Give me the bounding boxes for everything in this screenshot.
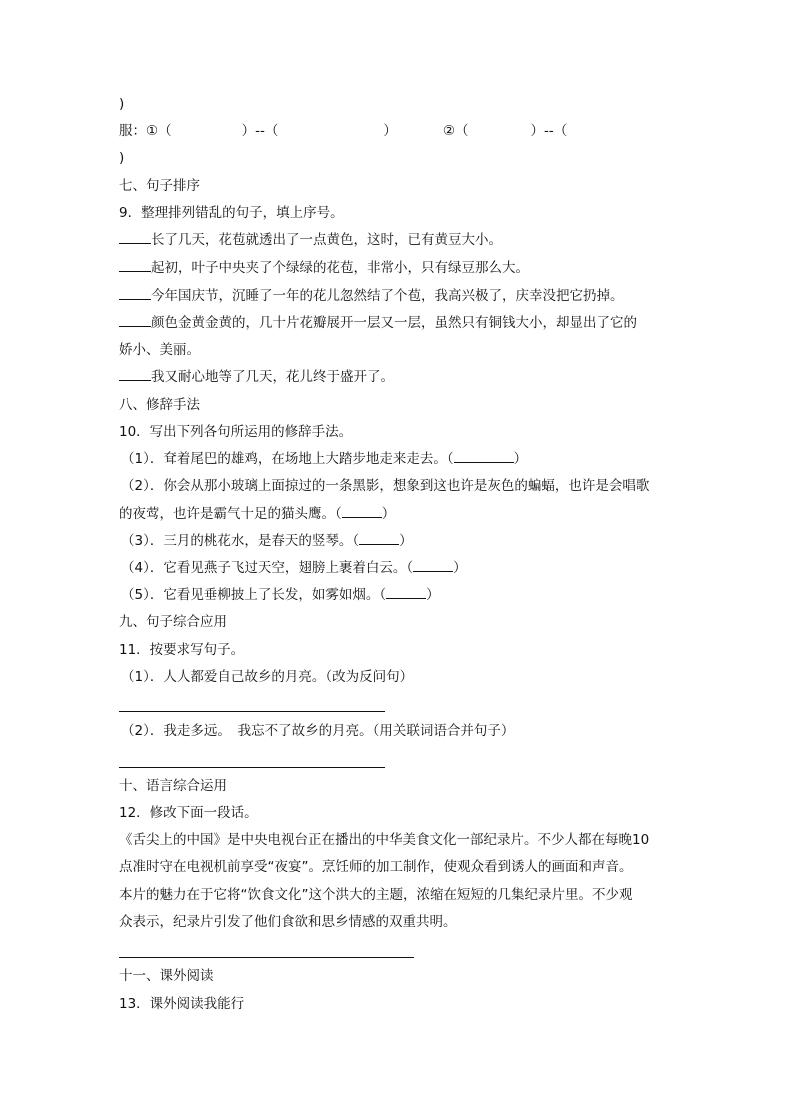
sort-sentence-text: 我又耐心地等了几天，花儿终于盛开了。	[151, 369, 394, 385]
rhetoric-item-2-cont	[119, 504, 395, 524]
question-13: 13．课外阅读我能行	[119, 996, 245, 1012]
close-paren: ）	[453, 560, 467, 576]
rhetoric-item-4	[121, 558, 467, 578]
section8-heading: 八、修辞手法	[119, 397, 200, 413]
answer-blank[interactable]	[359, 532, 399, 545]
fu-line	[119, 121, 567, 141]
sort-sentence-text: 颜色金黄金黄的，几十片花瓣展开一层又一层，虽然只有铜钱大小，却显出了它的	[151, 315, 637, 331]
sort-sentence-5	[119, 367, 394, 387]
answer-blank[interactable]	[119, 259, 151, 272]
answer-line[interactable]	[119, 767, 385, 768]
rhetoric-text: （4）．它看见燕子飞过天空，翅膀上裹着白云。（	[121, 560, 414, 576]
passage-line-1: 《舌尖上的中国》是中央电视台正在播出的中华美食文化一部纪录片。不少人都在每晚10	[119, 832, 650, 848]
rhetoric-text: （5）．它看见垂柳披上了长发，如雾如烟。（	[121, 587, 387, 603]
close-paren: ）	[426, 587, 440, 603]
sort-sentence-text: 起初，叶子中央夹了个绿绿的花苞，非常小，只有绿豆那么大。	[151, 260, 529, 276]
question-10: 10．写出下列各句所运用的修辞手法。	[119, 424, 353, 440]
fu-item1-close: ）	[383, 123, 397, 139]
answer-blank[interactable]	[342, 505, 382, 518]
sort-sentence-4	[119, 313, 637, 333]
sort-sentence-1	[119, 230, 502, 250]
fu-item1-open: ①（	[146, 123, 172, 139]
answer-blank[interactable]	[119, 287, 151, 300]
sort-sentence-4-cont: 娇小、美丽。	[119, 342, 200, 358]
sort-sentence-3	[119, 286, 624, 306]
passage-line-4: 众表示，纪录片引发了他们食欲和思乡情感的双重共明。	[119, 914, 457, 930]
fu-item2-open: ②（	[442, 123, 469, 139]
sentence-item-1: （1）．人人都爱自己故乡的月亮。（改为反问句）	[121, 669, 414, 685]
paren-close-line-2: )	[119, 150, 125, 166]
answer-blank[interactable]	[119, 314, 151, 327]
rhetoric-item-1	[121, 449, 527, 469]
rhetoric-text: （3）．三月的桃花水，是春天的竖琴。（	[121, 533, 360, 549]
question-11: 11．按要求写句子。	[119, 642, 245, 658]
passage-line-2: 点准时守在电视机前享受“夜宴”。烹饪师的加工制作，使观众看到诱人的画面和声音。	[119, 859, 633, 875]
close-paren: ）	[399, 533, 413, 549]
close-paren: ）	[513, 451, 528, 467]
section10-heading: 十、语言综合运用	[119, 778, 227, 794]
rhetoric-item-2: （2）．你会从那小玻璃上面掠过的一条黑影，想象到这也许是灰色的蝙蝠，也许是会唱歌	[121, 478, 650, 494]
fu-item1-mid: ）--（	[241, 123, 279, 139]
answer-blank[interactable]	[119, 231, 151, 244]
section7-heading: 七、句子排序	[119, 178, 200, 194]
sort-sentence-text: 今年国庆节，沉睡了一年的花儿忽然结了个苞，我高兴极了，庆幸没把它扔掉。	[151, 288, 624, 304]
fu-item2-mid: ）--（	[530, 123, 568, 139]
close-paren: ）	[381, 506, 396, 522]
answer-line[interactable]	[119, 957, 414, 958]
rhetoric-item-3	[121, 531, 413, 551]
question-9: 9．整理排列错乱的句子，填上序号。	[119, 205, 344, 221]
answer-blank[interactable]	[454, 450, 514, 463]
answer-blank[interactable]	[413, 559, 453, 572]
question-12: 12．修改下面一段话。	[119, 805, 258, 821]
passage-line-3: 本片的魅力在于它将“饮食文化”这个洪大的主题，浓缩在短短的几集纪录片里。不少观	[119, 887, 633, 903]
paren-close-line: )	[119, 96, 125, 112]
answer-blank[interactable]	[386, 586, 426, 599]
sentence-item-2: （2）．我走多远。 我忘不了故乡的月亮。（用关联词语合并句子）	[121, 723, 515, 739]
section9-heading: 九、句子综合应用	[119, 614, 227, 630]
section11-heading: 十一、课外阅读	[119, 968, 214, 984]
rhetoric-text: 的夜莺，也许是霸气十足的猫头鹰。（	[119, 506, 342, 522]
answer-blank[interactable]	[119, 368, 151, 381]
fu-prefix: 服：	[119, 123, 146, 139]
rhetoric-item-5	[121, 585, 440, 605]
sort-sentence-text: 长了几天，花苞就透出了一点黄色，这时，已有黄豆大小。	[151, 232, 502, 248]
answer-line[interactable]	[119, 711, 385, 712]
sort-sentence-2	[119, 258, 529, 278]
rhetoric-text: （1）．耷着尾巴的雄鸡，在场地上大踏步地走来走去。（	[121, 451, 454, 467]
